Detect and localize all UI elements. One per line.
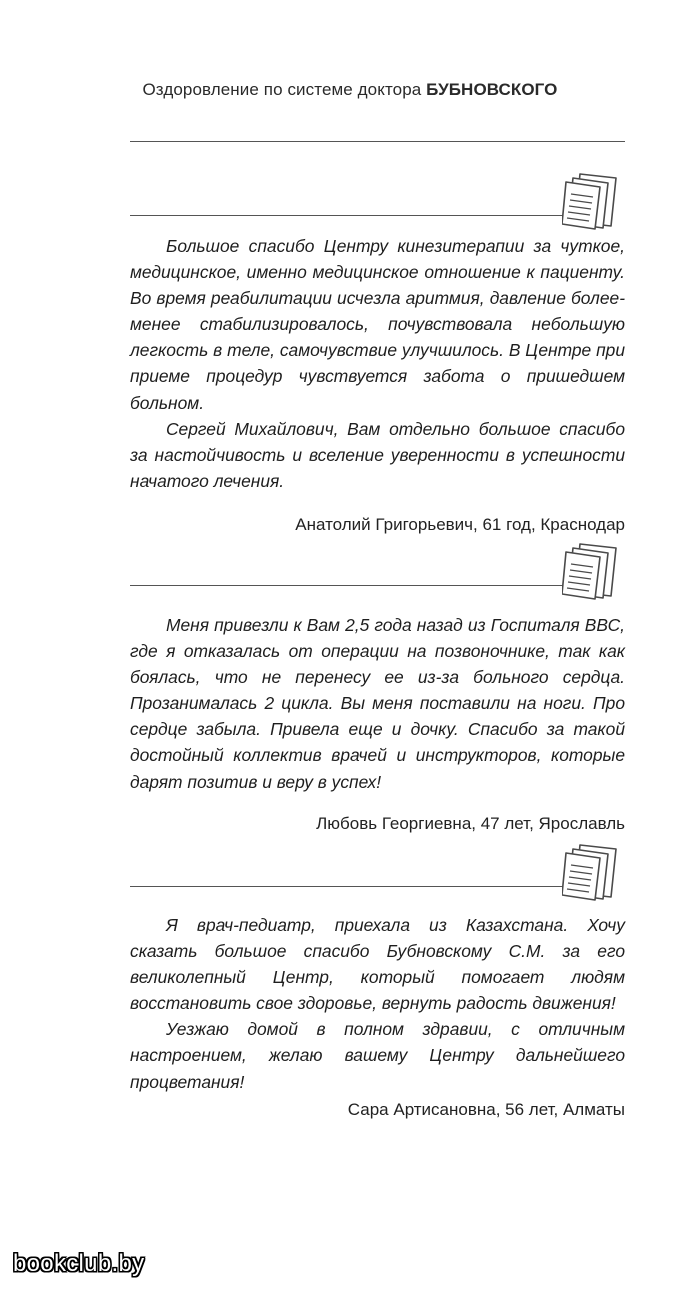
testimonial-divider xyxy=(130,172,625,232)
testimonial-paragraph: Сергей Михайлович, Вам отдельно большое спасибо за настойчивость и вселение уверенности в успешности начатого лечения. xyxy=(130,418,625,491)
header-rule xyxy=(130,141,625,142)
running-header xyxy=(0,80,700,100)
testimonial-divider xyxy=(130,542,625,602)
divider-line xyxy=(130,886,568,887)
testimonial-text xyxy=(130,233,625,494)
testimonial-paragraph: Меня привезли к Вам 2,5 года назад из Госпиталя ВВС, где я отказалась от операции на позвоночнике, так как боялась, что не перенесу ее из-за больного сердца. Прозанималась 2 цикла. Вы меня поставили на ноги. Про сердце забыла. Привела еще и дочку. Спасибо за такой достойный коллектив врачей и инструкторов, которые дарят позитив и веру в успех! xyxy=(130,615,625,792)
testimonial-signature: Сара Артисановна, 56 лет, Алматы xyxy=(347,1100,625,1119)
testimonial-paragraph: Большое спасибо Центру кинезитерапии за чуткое, медицинское, именно медицинское отношение к пациенту. Во время реабилитации исчезла аритмия, давление более-менее стабилизировалось, почувствовала небольшую легкость в теле, самочувствие улучшилось. В Центре при приеме процедур чувствуется забота о пришедшем больном. xyxy=(130,236,625,413)
testimonial-paragraph: Я врач-педиатр, приехала из Казахстана. Хочу сказать большое спасибо Бубновскому С.М. за его великолепный Центр, который помогает людям восстановить свое здоровье, вернуть радость движения! xyxy=(130,915,625,1014)
testimonial-signature: Любовь Георгиевна, 47 лет, Ярославль xyxy=(316,814,625,833)
divider-line xyxy=(130,585,568,586)
watermark: bookclub.by xyxy=(13,1250,145,1277)
header-author-name: БУБНОВСКОГО xyxy=(426,80,558,99)
testimonial-divider xyxy=(130,843,625,903)
documents-icon xyxy=(562,542,624,600)
testimonial-text xyxy=(130,612,625,795)
header-prefix: Оздоровление по системе доктора xyxy=(142,80,422,99)
documents-icon xyxy=(562,172,624,230)
testimonial-signature: Анатолий Григорьевич, 61 год, Краснодар xyxy=(295,515,625,534)
divider-line xyxy=(130,215,568,216)
documents-icon xyxy=(562,843,624,901)
testimonial-paragraph: Уезжаю домой в полном здравии, с отличным настроением, желаю вашему Центру дальнейшего процветания! xyxy=(130,1019,625,1092)
testimonial-text xyxy=(130,912,625,1095)
